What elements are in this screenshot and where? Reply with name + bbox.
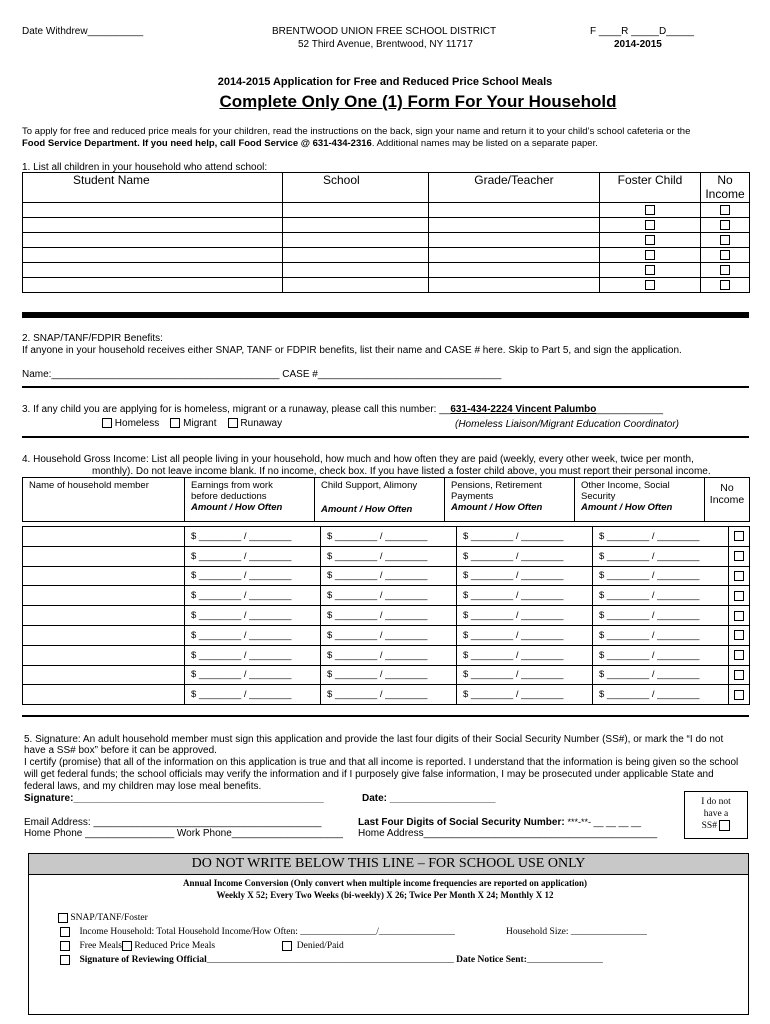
section3-label: 3. If any child you are applying for is homeless, migrant or a runaway, please call this number: __631-434-2224 Vincent Palumbo____________ xyxy=(22,404,664,415)
table-row xyxy=(23,203,750,218)
district-name: BRENTWOOD UNION FREE SCHOOL DISTRICT xyxy=(272,26,497,37)
no-income-checkbox[interactable] xyxy=(734,650,744,660)
foster-checkbox[interactable] xyxy=(645,265,655,275)
pension-amount[interactable]: $ ________ / ________ xyxy=(457,645,593,665)
no-income-checkbox[interactable] xyxy=(720,250,730,260)
date-withdrew: Date Withdrew__________ xyxy=(22,26,144,37)
no-income-checkbox[interactable] xyxy=(734,551,744,561)
student-name-cell[interactable] xyxy=(23,218,283,233)
table-row xyxy=(23,606,750,626)
section2-desc: If anyone in your household receives either SNAP, TANF or FDPIR benefits, list their name and CASE # here. Skip to Part 5, and sign the application. xyxy=(22,345,682,356)
status-options: Homeless Migrant Runaway xyxy=(102,418,282,429)
member-name-cell[interactable] xyxy=(23,625,185,645)
intro-text-2: Food Service Department. If you need help, call Food Service @ 631-434-2316. Additional names may be listed on a separate paper. xyxy=(22,138,598,149)
office-code-line: F ____R _____D_____ xyxy=(590,26,694,37)
ssn-line[interactable]: Last Four Digits of Social Security Number: ***-**- __ __ __ __ xyxy=(358,817,642,828)
child-support-amount[interactable]: $ ________ / ________ xyxy=(321,606,457,626)
date-line[interactable]: Date: ___________________ xyxy=(362,793,496,804)
snap-foster-row: SNAP/TANF/Foster xyxy=(58,913,148,923)
earnings-amount[interactable]: $ ________ / ________ xyxy=(185,527,321,547)
school-cell[interactable] xyxy=(283,278,429,293)
col-school: School xyxy=(283,173,429,203)
form-subtitle: Complete Only One (1) Form For Your Household xyxy=(219,92,617,111)
table-row xyxy=(23,566,750,586)
runaway-checkbox[interactable] xyxy=(228,418,238,428)
email-line[interactable]: Email Address: _________________________________________ xyxy=(24,817,322,828)
student-name-cell[interactable] xyxy=(23,278,283,293)
school-cell[interactable] xyxy=(283,203,429,218)
student-name-cell[interactable] xyxy=(23,203,283,218)
grade-cell[interactable] xyxy=(429,203,600,218)
pension-amount[interactable]: $ ________ / ________ xyxy=(457,625,593,645)
section-divider xyxy=(22,436,749,438)
grade-cell[interactable] xyxy=(429,263,600,278)
income-household-checkbox[interactable] xyxy=(60,927,70,937)
pension-amount[interactable]: $ ________ / ________ xyxy=(457,685,593,705)
form-title: 2014-2015 Application for Free and Reduced Price School Meals xyxy=(217,76,553,88)
no-income-checkbox[interactable] xyxy=(734,571,744,581)
signature-instructions-1: 5. Signature: An adult household member must sign this application and provide the last four digits of their Social Security Number (SS#), or mark the “I do not xyxy=(24,734,724,745)
home-address-line[interactable]: Home Address__________________________________________ xyxy=(358,828,658,839)
earnings-amount[interactable]: $ ________ / ________ xyxy=(185,645,321,665)
coordinator-note: (Homeless Liaison/Migrant Education Coordinator) xyxy=(455,419,679,430)
col-grade-teacher: Grade/Teacher xyxy=(429,173,600,203)
snap-name-case-line[interactable]: Name:_________________________________________ CASE #_________________________________ xyxy=(22,369,502,380)
col-other-income: Other Income, Social Security Amount / How Often xyxy=(575,478,705,522)
col-pensions: Pensions, Retirement Payments Amount / How Often xyxy=(445,478,575,522)
child-support-amount[interactable]: $ ________ / ________ xyxy=(321,586,457,606)
intro-text-1: To apply for free and reduced price meals for your children, read the instructions on the back, sign your name and return it to your child’s school cafeteria or the xyxy=(22,126,691,137)
signature-instructions-2: have a SS# box” before it can be approved. xyxy=(24,745,217,756)
homeless-contact-phone: 631-434-2224 Vincent Palumbo xyxy=(450,404,597,415)
grade-cell[interactable] xyxy=(429,218,600,233)
section4-label-2: monthly). Do not leave income blank. If no income, check box. If you have listed a foster child above, you must report their personal income. xyxy=(92,466,711,477)
no-ssn-box: I do not have a SS# xyxy=(684,791,748,839)
no-income-checkbox[interactable] xyxy=(720,205,730,215)
no-income-checkbox[interactable] xyxy=(734,531,744,541)
student-name-cell[interactable] xyxy=(23,263,283,278)
school-cell[interactable] xyxy=(283,233,429,248)
certification-3: federal laws, and my children may lose meal benefits. xyxy=(24,781,262,792)
income-rows xyxy=(22,526,750,705)
earnings-amount[interactable]: $ ________ / ________ xyxy=(185,566,321,586)
pension-amount[interactable]: $ ________ / ________ xyxy=(457,566,593,586)
earnings-amount[interactable]: $ ________ / ________ xyxy=(185,625,321,645)
denied-checkbox[interactable] xyxy=(282,941,292,951)
section2-label: 2. SNAP/TANF/FDPIR Benefits: xyxy=(22,333,163,344)
section4-label: 4. Household Gross Income: List all people living in your household, how much and how often they are paid (weekly, every other week, twice per month, xyxy=(22,454,694,465)
year-label: 2014-2015 xyxy=(614,39,662,50)
reviewer-row: Signature of Reviewing Official____________________________________________________ Date Notice Sent:________________ xyxy=(60,955,603,965)
member-name-cell[interactable] xyxy=(23,527,185,547)
table-row xyxy=(23,645,750,665)
no-income-checkbox[interactable] xyxy=(734,670,744,680)
table-row xyxy=(23,586,750,606)
table-row xyxy=(23,665,750,685)
table-row xyxy=(23,527,750,547)
member-name-cell[interactable] xyxy=(23,566,185,586)
col-earnings: Earnings from work before deductions Amount / How Often xyxy=(185,478,315,522)
household-size[interactable]: Household Size: ________________ xyxy=(506,927,647,937)
other-income-amount[interactable]: $ ________ / ________ xyxy=(593,566,729,586)
col-child-support: Child Support, Alimony Amount / How Often xyxy=(315,478,445,522)
other-income-amount[interactable]: $ ________ / ________ xyxy=(593,665,729,685)
col-foster-child: Foster Child xyxy=(600,173,701,203)
district-address: 52 Third Avenue, Brentwood, NY 11717 xyxy=(298,39,473,50)
earnings-amount[interactable]: $ ________ / ________ xyxy=(185,665,321,685)
income-conversion-title: Annual Income Conversion (Only convert when multiple income frequencies are reported on application) xyxy=(183,878,587,888)
member-name-cell[interactable] xyxy=(23,685,185,705)
denied-row: Denied/Paid xyxy=(282,941,344,951)
meal-status-row: Free Meals Reduced Price Meals xyxy=(60,941,215,951)
earnings-amount[interactable]: $ ________ / ________ xyxy=(185,606,321,626)
reviewer-checkbox[interactable] xyxy=(60,955,70,965)
school-cell[interactable] xyxy=(283,218,429,233)
col-member-name: Name of household member xyxy=(23,478,185,522)
member-name-cell[interactable] xyxy=(23,546,185,566)
table-row xyxy=(23,233,750,248)
section-divider-thick xyxy=(22,312,749,318)
other-income-amount[interactable]: $ ________ / ________ xyxy=(593,546,729,566)
no-income-checkbox[interactable] xyxy=(720,265,730,275)
member-name-cell[interactable] xyxy=(23,665,185,685)
table-row xyxy=(23,263,750,278)
foster-checkbox[interactable] xyxy=(645,220,655,230)
child-support-amount[interactable]: $ ________ / ________ xyxy=(321,566,457,586)
col-no-income-2: No Income xyxy=(705,478,750,522)
no-income-checkbox[interactable] xyxy=(734,591,744,601)
col-no-income: No Income xyxy=(701,173,750,203)
foster-checkbox[interactable] xyxy=(645,205,655,215)
school-cell[interactable] xyxy=(283,248,429,263)
other-income-amount[interactable]: $ ________ / ________ xyxy=(593,527,729,547)
no-income-checkbox[interactable] xyxy=(720,280,730,290)
certification-1: I certify (promise) that all of the information on this application is true and that all income is reported. I understand that the information is being given so the school xyxy=(24,757,739,768)
grade-cell[interactable] xyxy=(429,248,600,263)
foster-checkbox[interactable] xyxy=(645,280,655,290)
other-income-amount[interactable]: $ ________ / ________ xyxy=(593,685,729,705)
student-name-cell[interactable] xyxy=(23,248,283,263)
pension-amount[interactable]: $ ________ / ________ xyxy=(457,665,593,685)
section-divider xyxy=(22,715,749,717)
child-support-amount[interactable]: $ ________ / ________ xyxy=(321,546,457,566)
table-row xyxy=(23,278,750,293)
office-use-banner: DO NOT WRITE BELOW THIS LINE – FOR SCHOOL USE ONLY xyxy=(28,853,749,875)
other-income-amount[interactable]: $ ________ / ________ xyxy=(593,586,729,606)
col-student-name: Student Name xyxy=(23,173,283,203)
table-row xyxy=(23,625,750,645)
earnings-amount[interactable]: $ ________ / ________ xyxy=(185,586,321,606)
table-row xyxy=(23,546,750,566)
child-support-amount[interactable]: $ ________ / ________ xyxy=(321,527,457,547)
other-income-amount[interactable]: $ ________ / ________ xyxy=(593,645,729,665)
meal-status-checkbox[interactable] xyxy=(60,941,70,951)
member-name-cell[interactable] xyxy=(23,606,185,626)
grade-cell[interactable] xyxy=(429,233,600,248)
reduced-checkbox[interactable] xyxy=(122,941,132,951)
child-support-amount[interactable]: $ ________ / ________ xyxy=(321,685,457,705)
pension-amount[interactable]: $ ________ / ________ xyxy=(457,527,593,547)
no-income-checkbox[interactable] xyxy=(734,630,744,640)
other-income-amount[interactable]: $ ________ / ________ xyxy=(593,606,729,626)
no-ssn-checkbox[interactable] xyxy=(719,820,730,831)
income-table xyxy=(22,477,750,522)
child-support-amount[interactable]: $ ________ / ________ xyxy=(321,665,457,685)
no-income-checkbox[interactable] xyxy=(720,220,730,230)
grade-cell[interactable] xyxy=(429,278,600,293)
earnings-amount[interactable]: $ ________ / ________ xyxy=(185,685,321,705)
certification-2: will get federal funds; the school officials may verify the information and if I purposely give false information, I may be prosecuted under applicable State and xyxy=(24,769,714,780)
table-row xyxy=(23,685,750,705)
child-support-amount[interactable]: $ ________ / ________ xyxy=(321,645,457,665)
home-phone-line[interactable]: Home Phone ________________ Work Phone____________________ xyxy=(24,828,343,839)
pension-amount[interactable]: $ ________ / ________ xyxy=(457,606,593,626)
student-name-cell[interactable] xyxy=(23,233,283,248)
income-household-row: Income Household: Total Household Income/How Often: ________________/________________ xyxy=(60,927,455,937)
child-support-amount[interactable]: $ ________ / ________ xyxy=(321,625,457,645)
pension-amount[interactable]: $ ________ / ________ xyxy=(457,586,593,606)
table-row xyxy=(23,218,750,233)
section1-label: 1. List all children in your household who attend school: xyxy=(22,162,268,173)
earnings-amount[interactable]: $ ________ / ________ xyxy=(185,546,321,566)
children-table xyxy=(22,172,750,293)
income-conversion-rates: Weekly X 52; Every Two Weeks (bi-weekly) X 26; Twice Per Month X 24; Monthly X 12 xyxy=(216,890,554,900)
snap-foster-checkbox[interactable] xyxy=(58,913,68,923)
signature-line[interactable]: Signature:_____________________________________________ xyxy=(24,793,324,804)
no-income-checkbox[interactable] xyxy=(734,611,744,621)
homeless-checkbox[interactable] xyxy=(102,418,112,428)
section-divider xyxy=(22,386,749,388)
school-cell[interactable] xyxy=(283,263,429,278)
other-income-amount[interactable]: $ ________ / ________ xyxy=(593,625,729,645)
pension-amount[interactable]: $ ________ / ________ xyxy=(457,546,593,566)
migrant-checkbox[interactable] xyxy=(170,418,180,428)
table-row xyxy=(23,248,750,263)
no-income-checkbox[interactable] xyxy=(720,235,730,245)
no-income-checkbox[interactable] xyxy=(734,690,744,700)
foster-checkbox[interactable] xyxy=(645,250,655,260)
member-name-cell[interactable] xyxy=(23,645,185,665)
foster-checkbox[interactable] xyxy=(645,235,655,245)
member-name-cell[interactable] xyxy=(23,586,185,606)
